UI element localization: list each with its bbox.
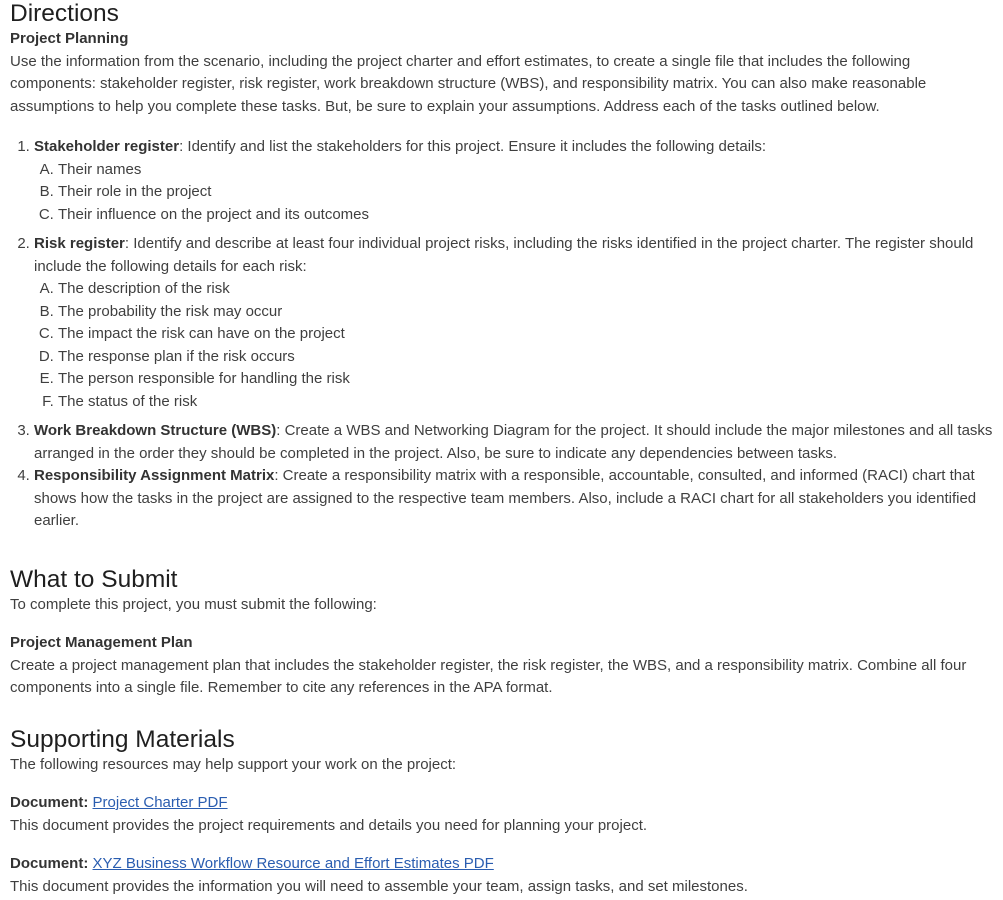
task-text: : Identify and describe at least four individual project risks, including the risks identified in the project charter. The register should include the following details for each risk: <box>34 235 974 275</box>
list-item: B. The probability the risk may occur <box>58 301 993 324</box>
task-title: Responsibility Assignment Matrix <box>34 467 275 484</box>
submit-text: Create a project management plan that includes the stakeholder register, the risk register, the WBS, and a responsibility matrix. Combine all four components into a single file. Remember to cite any references in the APA format. <box>10 656 967 696</box>
task-subitems <box>34 159 993 227</box>
list-item: B. Their role in the project <box>58 181 993 204</box>
task-title: Stakeholder register <box>34 138 180 155</box>
materials-intro: The following resources may help support your work on the project: <box>10 755 457 773</box>
submit-subheading: Project Management Plan <box>10 634 193 651</box>
list-item: F. The status of the risk <box>58 391 993 414</box>
document-label: Document <box>10 794 84 811</box>
list-item: A. The description of the risk <box>58 278 993 301</box>
list-item: A. Their names <box>58 159 993 182</box>
document-entry: Document: Project Charter PDF This document provides the project requirements and details you need for planning your project. <box>10 792 993 837</box>
task-text: : Create a responsibility matrix with a responsible, accountable, consulted, and informed (RACI) chart that shows how the tasks in the project are assigned to the respective team members. Also, include a RACI chart for all stakeholders you identified earlier. <box>34 467 977 529</box>
materials-heading: Supporting Materials <box>10 725 235 753</box>
task-raci <box>34 465 993 533</box>
list-item: E. The person responsible for handling the risk <box>58 368 993 391</box>
task-text: : Identify and list the stakeholders for this project. Ensure it includes the following details: <box>179 138 767 155</box>
list-item: C. The impact the risk can have on the project <box>58 323 993 346</box>
directions-subheading: Project Planning <box>10 30 129 47</box>
directions-heading: Directions <box>10 0 119 27</box>
project-charter-link[interactable]: Project Charter PDF <box>92 794 228 811</box>
document-entry: Document: XYZ Business Workflow Resource and Effort Estimates PDF This document provides the information you will need to assemble your team, assign tasks, and set milestones. <box>10 853 993 898</box>
task-subitems <box>34 278 993 413</box>
task-stakeholder-register <box>34 136 993 226</box>
directions-intro: Use the information from the scenario, including the project charter and effort estimates, to create a single file that includes the following components: stakeholder register, risk register, work breakdown structure (WBS), and responsibility matrix. You can also make reasonable assumptions to help you complete these tasks. But, be sure to explain your assumptions. Address each of the tasks outlined below. <box>10 52 927 115</box>
effort-estimates-link[interactable]: XYZ Business Workflow Resource and Effort Estimates PDF <box>92 855 494 872</box>
document-description: This document provides the project requirements and details you need for planning your project. <box>10 816 648 834</box>
submit-intro: To complete this project, you must submit the following: <box>10 595 377 613</box>
task-list <box>10 136 993 533</box>
list-item: C. Their influence on the project and its outcomes <box>58 204 993 227</box>
task-title: Work Breakdown Structure (WBS) <box>34 422 277 439</box>
task-title: Risk register <box>34 235 125 252</box>
task-wbs <box>34 420 993 465</box>
document-description: This document provides the information you will need to assemble your team, assign tasks, and set milestones. <box>10 877 748 895</box>
submit-heading: What to Submit <box>10 565 178 593</box>
task-risk-register <box>34 233 993 413</box>
document-label: Document <box>10 855 84 872</box>
list-item: D. The response plan if the risk occurs <box>58 346 993 369</box>
task-text: : Create a WBS and Networking Diagram for the project. It should include the major milestones and all tasks arranged in the order they should be completed in the project. Also, be sure to indicate any dependencies between tasks. <box>34 422 993 462</box>
